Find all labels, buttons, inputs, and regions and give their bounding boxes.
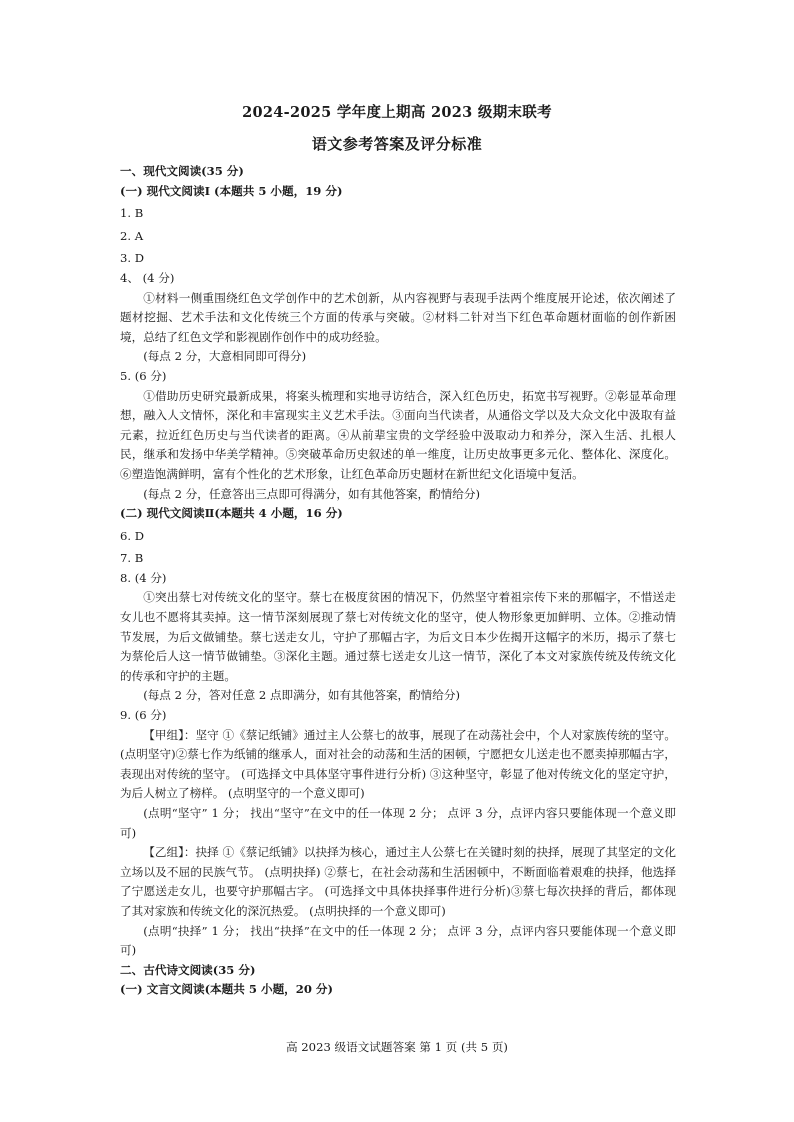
answer-q6: 6. D [120,528,145,543]
answer-q5-scoring-note: (每点 2 分，任意答出三点即可得满分，如有其他答案，酌情给分) [143,486,481,501]
answer-q7: 7. B [120,551,144,566]
question-9-heading: 9. (6 分) [120,708,167,723]
section-heading-modern-reading: 一、现代文阅读(35 分) [120,164,244,178]
answer-q8-text: ①突出蔡七对传统文化的坚守。蔡七在极度贫困的情况下，仍然坚守着祖宗传下来的那幅字，不惜送走女儿也不愿将其卖掉。这一情节深刻展现了蔡七对传统文化的坚守，使人物形象更加鲜明、立体。②推动情节发展，为后文做铺垫。蔡七送走女儿，守护了那幅古字，为后文日本少佐揭开这幅字的米历，揭示了蔡七为蔡伦后人这一情节做铺垫。③深化主题。通过蔡七送走女儿这一情节，深化了本文对家族传统及传统文化的传承和守护的主题。 [120,590,676,683]
page-footer: 高 2023 级语文试题答案 第 1 页 (共 5 页) [286,1040,508,1054]
answer-q4-text: ①材料一侧重围绕红色文学创作中的艺术创新，从内容视野与表现手法两个维度展开论述，依次阐述了题材挖掘、艺术手法和文化传统三个方面的传承与突破。②材料二针对当下红色革命题材面临的创作新困境，总结了红色文学和影视剧作创作中的成功经验。 [120,290,676,344]
answer-q3: 3. D [120,251,145,266]
question-4-heading: 4、 (4 分) [120,270,175,285]
answer-q9-group-a-scoring: (点明“坚守” 1 分； 找出“坚守”在文中的任一体现 2 分； 点评 3 分，点评内容只要能体现一个意义即可) [120,806,676,840]
answer-q5-text: ①借助历史研究最新成果，将案头梳理和实地寻访结合，深入红色历史，拓宽书写视野。②彰显革命理想，融入人文情怀，深化和丰富现实主义艺术手法。③面向当代读者，从通俗文学以及大众文化中汲取有益元素，拉近红色历史与当代读者的距离。④从前辈宝贵的文学经验中汲取动力和养分，深入生活、扎根人民，继承和发扬中华美学精神。⑤突破革命历史叙述的单一维度，让历史故事更多元化、整体化、深度化。⑥塑造饱满鲜明，富有个性化的艺术形象，让红色革命历史题材在新世纪文化语境中复活。 [120,388,676,481]
document-title: 2024-2025 学年度上期高 2023 级期末联考 [242,104,552,121]
subsection-heading-reading-2: (二) 现代文阅读Ⅱ(本题共 4 小题，16 分) [120,506,343,521]
answer-q9-group-b: 【乙组】：抉择 ①《蔡记纸铺》以抉择为核心，通过主人公蔡七在关键时刻的抉择，展现了其坚定的文化立场以及不屈的民族气节。 (点明抉择) ②蔡七，在社会动荡和生活困顿中，不断面临着艰难的抉择，他选择了宁愿送走女儿，也要守护那幅古字。 (可选择文中具体抉择事件进行分析)③蔡七每次抉择的背后，都体现了其对家族和传统文化的深沉热爱。 (点明抉择的一个意义即可) [120,845,676,918]
subsection-heading-reading-1: (一) 现代文阅读Ⅰ (本题共 5 小题，19 分) [120,183,343,198]
answer-q9-group-b-scoring: (点明“抉择” 1 分； 找出“抉择”在文中的任一体现 2 分； 点评 3 分，点评内容只要能体现一个意义即可) [120,923,676,958]
answer-q2: 2. A [120,228,144,243]
document-subtitle: 语文参考答案及评分标准 [311,135,483,153]
answer-q4-scoring-note: (每点 2 分，大意相同即可得分) [143,349,307,364]
section-heading-classical-reading: 二、古代诗文阅读(35 分) [120,962,256,977]
answer-q9-group-a: 【甲组】：坚守 ①《蔡记纸铺》通过主人公蔡七的故事，展现了在动荡社会中，个人对家族传统的坚守。 (点明坚守)②蔡七作为纸铺的继承人，面对社会的动荡和生活的困顿，宁愿把女儿送走也不愿卖掉那幅古字，表现出对传统的坚守。 (可选择文中具体坚守事件进行分析) ③这种坚守，彰显了他对传统文化的坚定守护，为后人树立了榜样。 (点明坚守的一个意义即可) [120,727,676,801]
answer-q8-scoring-note: (每点 2 分，答对任意 2 点即满分，如有其他答案，酌情给分) [143,688,460,703]
question-8-heading: 8. (4 分) [120,570,167,585]
answer-q1: 1. B [120,206,144,221]
subsection-heading-classical-prose: (一) 文言文阅读(本题共 5 小题，20 分) [120,982,334,997]
question-5-heading: 5. (6 分) [120,368,167,383]
answer-content [120,162,676,1000]
